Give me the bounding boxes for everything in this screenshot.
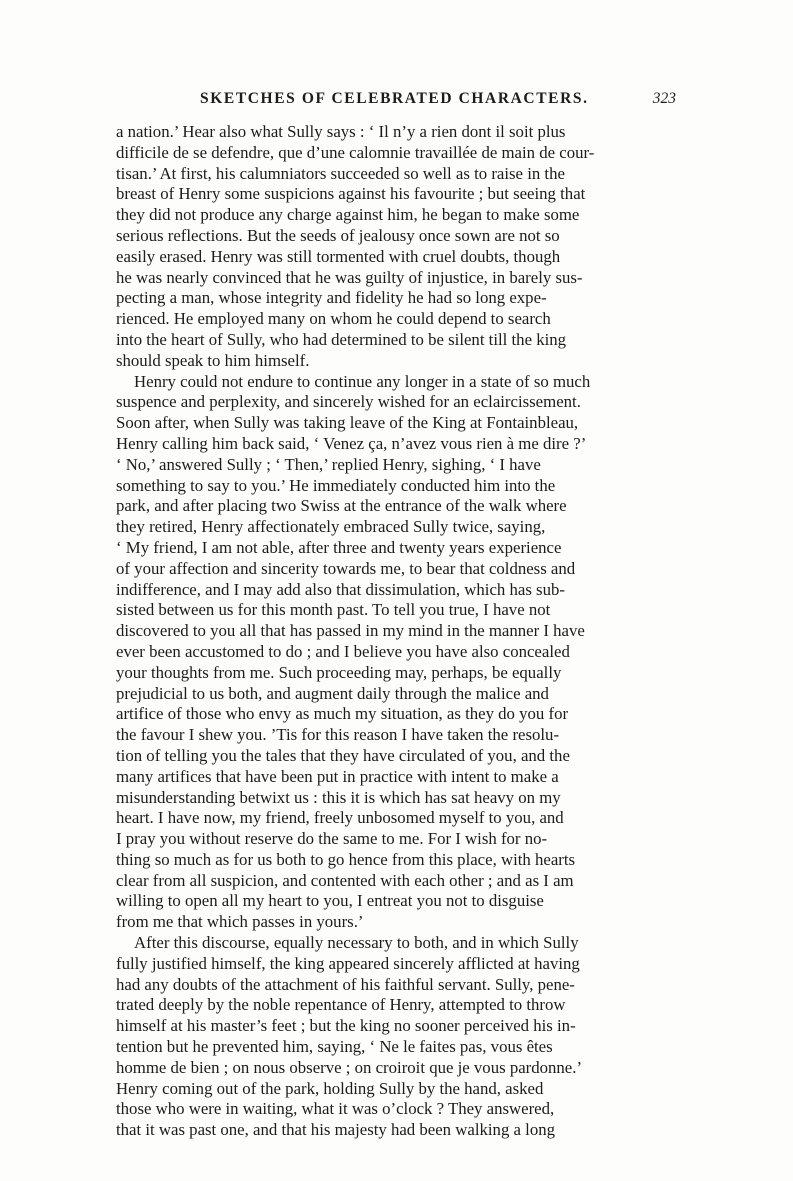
text-line: prejudicial to us both, and augment daily through the malice and [116, 683, 549, 703]
paragraph-start-line: After this discourse, equally necessary to both, and in which Sully [134, 933, 579, 953]
text-line: willing to open all my heart to you, I entreat you not to disguise [116, 891, 544, 911]
text-line: Henry coming out of the park, holding Sully by the hand, asked [116, 1078, 544, 1098]
text-line: ‘ No,’ answered Sully ; ‘ Then,’ replied Henry, sighing, ‘ I have [116, 454, 541, 474]
text-line: homme de bien ; on nous observe ; on croiroit que je vous pardonne.’ [116, 1057, 583, 1077]
text-line: thing so much as for us both to go hence from this place, with hearts [116, 849, 576, 869]
text-line: ever been accustomed to do ; and I believe you have also concealed [116, 641, 570, 661]
text-line: indifference, and I may add also that dissimulation, which has sub- [116, 579, 565, 599]
text-line: he was nearly convinced that he was guilty of injustice, in barely sus- [116, 267, 583, 287]
text-line: your thoughts from me. Such proceeding may, perhaps, be equally [116, 662, 562, 682]
text-line: misunderstanding betwixt us : this it is which has sat heavy on my [116, 787, 561, 807]
text-line: fully justified himself, the king appeared sincerely afflicted at having [116, 953, 580, 973]
text-line: trated deeply by the noble repentance of Henry, attempted to throw [116, 995, 566, 1015]
text-line: park, and after placing two Swiss at the entrance of the walk where [116, 496, 567, 516]
text-line: tisan.’ At first, his calumniators succeeded so well as to raise in the [116, 163, 565, 183]
text-line: a nation.’ Hear also what Sully says : ‘ Il n’y a rien dont il soit plus [116, 122, 566, 141]
running-head-title: SKETCHES OF CELEBRATED CHARACTERS. [200, 90, 589, 107]
text-line: easily erased. Henry was still tormented with cruel doubts, though [116, 246, 561, 266]
text-line: heart. I have now, my friend, freely unbosomed myself to you, and [116, 808, 564, 828]
text-line: sisted between us for this month past. To tell you true, I have not [116, 600, 551, 620]
text-line: of your affection and sincerity towards me, to bear that coldness and [116, 558, 576, 578]
text-line: tention but he prevented him, saying, ‘ Ne le faites pas, vous êtes [116, 1037, 553, 1057]
text-line: artifice of those who envy as much my situation, as they do you for [116, 704, 569, 724]
text-line: that it was past one, and that his majesty had been walking a long [116, 1120, 556, 1140]
body-text [116, 122, 696, 1141]
text-line: I pray you without reserve do the same to me. For I wish for no- [116, 829, 548, 849]
text-line: suspence and perplexity, and sincerely wished for an eclaircissement. [116, 392, 581, 412]
text-line: the favour I shew you. ’Tis for this reason I have taken the resolu- [116, 725, 560, 745]
text-line: difficile de se defendre, que d’une calomnie travaillée de main de cour- [116, 142, 595, 162]
text-line: serious reflections. But the seeds of jealousy once sown are not so [116, 225, 560, 245]
text-line: something to say to you.’ He immediately conducted him into the [116, 475, 556, 495]
text-line: should speak to him himself. [116, 350, 310, 370]
paragraph-start-line: Henry could not endure to continue any longer in a state of so much [134, 371, 591, 391]
text-line: had any doubts of the attachment of his faithful servant. Sully, pene- [116, 974, 575, 994]
text-line: from me that which passes in yours.’ [116, 912, 364, 932]
text-line: himself at his master’s feet ; but the king no sooner perceived his in- [116, 1016, 576, 1036]
text-line: into the heart of Sully, who had determined to be silent till the king [116, 329, 567, 349]
text-line: clear from all suspicion, and contented with each other ; and as I am [116, 870, 574, 890]
text-line: discovered to you all that has passed in my mind in the manner I have [116, 621, 585, 641]
text-line: Henry calling him back said, ‘ Venez ça, n’avez vous rien à me dire ?’ [116, 433, 587, 453]
text-line: tion of telling you the tales that they have circulated of you, and the [116, 745, 570, 765]
text-line: breast of Henry some suspicions against his favourite ; but seeing that [116, 184, 586, 204]
text-line: ‘ My friend, I am not able, after three and twenty years experience [116, 537, 562, 557]
page-number: 323 [652, 90, 676, 107]
text-line: those who were in waiting, what it was o’clock ? They answered, [116, 1099, 555, 1119]
text-line: rienced. He employed many on whom he could depend to search [116, 309, 551, 329]
text-line: Soon after, when Sully was taking leave of the King at Fontainbleau, [116, 413, 579, 433]
text-line: they retired, Henry affectionately embraced Sully twice, saying, [116, 517, 546, 537]
text-line: many artifices that have been put in practice with intent to make a [116, 766, 559, 786]
running-head [116, 90, 676, 114]
text-line: they did not produce any charge against him, he began to make some [116, 205, 580, 225]
text-line: pecting a man, whose integrity and fidelity he had so long expe- [116, 288, 547, 308]
